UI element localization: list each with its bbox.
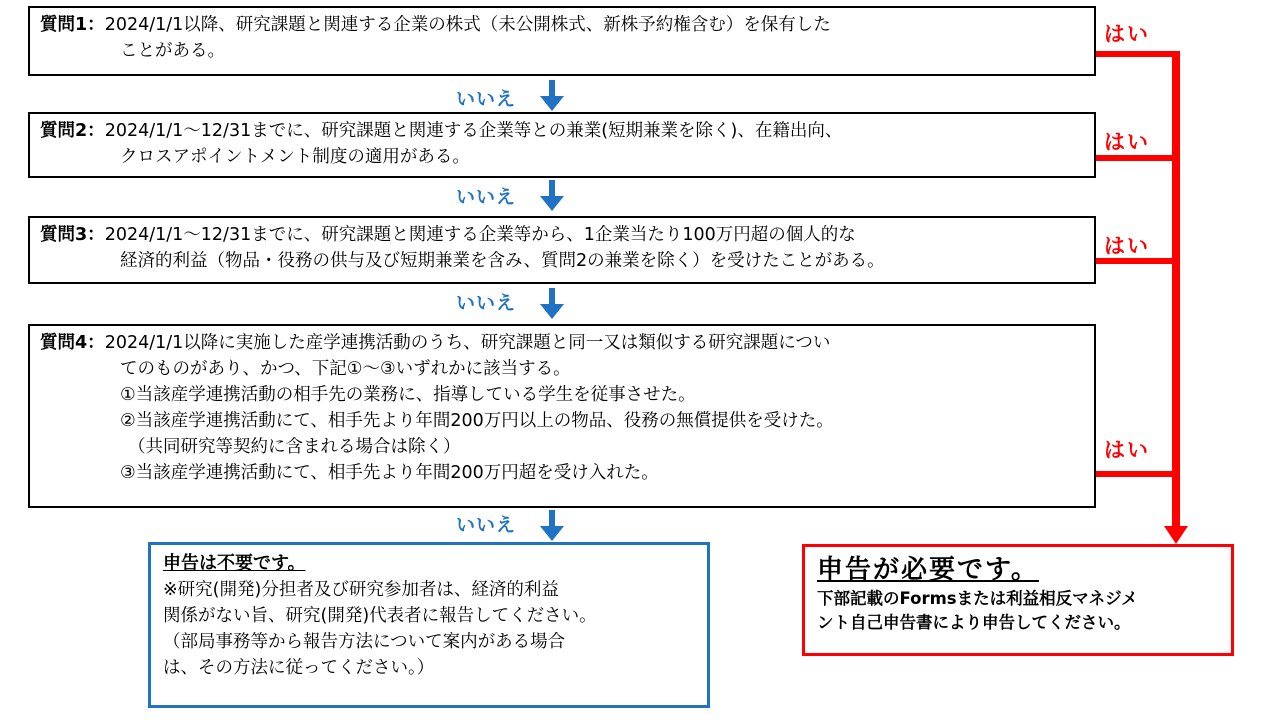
question-1-box [28,6,1096,76]
result-not-required-line-4: は、その方法に従ってください。） [163,658,435,678]
question-1-text-cont: ことがある。 [120,41,225,61]
result-not-required-box [148,542,710,708]
no-label-3: いいえ [456,292,517,314]
yes-label-2: はい [1104,130,1150,154]
result-not-required-line-2: 関係がない旨、研究(開発)代表者に報告してください。 [163,606,597,626]
question-3-text-cont: 経済的利益（物品・役務の供与及び短期兼業を含み、質問2の兼業を除く）を受けたことがある。 [120,251,885,271]
result-required-box [802,544,1234,656]
yes-trunk-line [1172,51,1180,529]
yes-connector-1 [1096,51,1180,57]
no-label-1: いいえ [456,88,517,110]
question-4-item-2-note: （共同研究等契約に含まれる場合は除く） [128,437,461,457]
yes-label-4: はい [1104,438,1150,462]
question-4-item-1: ①当該産学連携活動の相手先の業務に、指導している学生を従事させた。 [120,385,696,405]
result-not-required-line-1: ※研究(開発)分担者及び研究参加者は、経済的利益 [163,580,559,600]
result-required-line-2: ント自己申告書により申告してください。 [817,613,1131,632]
question-4-item-2: ②当該産学連携活動にて、相手先より年間200万円以上の物品、役務の無償提供を受けた。 [120,411,834,431]
down-arrow-icon [540,288,564,320]
yes-connector-4 [1096,471,1180,477]
question-2-text-cont: クロスアポイントメント制度の適用がある。 [120,147,470,167]
result-not-required-line-3: （部局事務等から報告方法について案内がある場合 [163,632,566,652]
question-4-text-cont: てのものがあり、かつ、下記①～③いずれかに該当する。 [120,359,571,379]
down-arrow-icon [540,80,564,112]
no-label-2: いいえ [456,186,517,208]
question-2-text: 2024/1/1～12/31までに、研究課題と関連する企業等との兼業(短期兼業を除く)、在籍出向、 [104,121,843,141]
question-2-label: 質問2： [40,121,105,141]
yes-connector-2 [1096,155,1180,161]
question-3-text: 2024/1/1～12/31までに、研究課題と関連する企業等から、1企業当たり100万円超の個人的な [104,225,856,245]
down-arrow-icon [540,510,564,542]
question-4-label: 質問4： [40,333,105,353]
result-required-line-1: 下部記載のFormsまたは利益相反マネジメ [817,589,1138,608]
no-label-4: いいえ [456,514,517,536]
yes-label-1: はい [1104,22,1150,46]
question-4-item-3: ③当該産学連携活動にて、相手先より年間200万円超を受け入れた。 [120,463,659,483]
down-arrow-icon [1164,526,1188,544]
question-4-text: 2024/1/1以降に実施した産学連携活動のうち、研究課題と同一又は類似する研究課題につい [104,333,831,353]
result-required-title: 申告が必要です。 [817,555,1039,585]
down-arrow-icon [540,180,564,212]
question-3-label: 質問3： [40,225,105,245]
question-2-box [28,112,1096,178]
question-4-box [28,324,1096,508]
question-3-box [28,216,1096,284]
yes-connector-3 [1096,258,1180,264]
question-1-label: 質問1： [40,15,105,35]
yes-label-3: はい [1104,234,1150,258]
result-not-required-title: 申告は不要です。 [163,553,306,574]
question-1-text: 2024/1/1以降、研究課題と関連する企業の株式（未公開株式、新株予約権含む）を保有した [104,15,831,35]
